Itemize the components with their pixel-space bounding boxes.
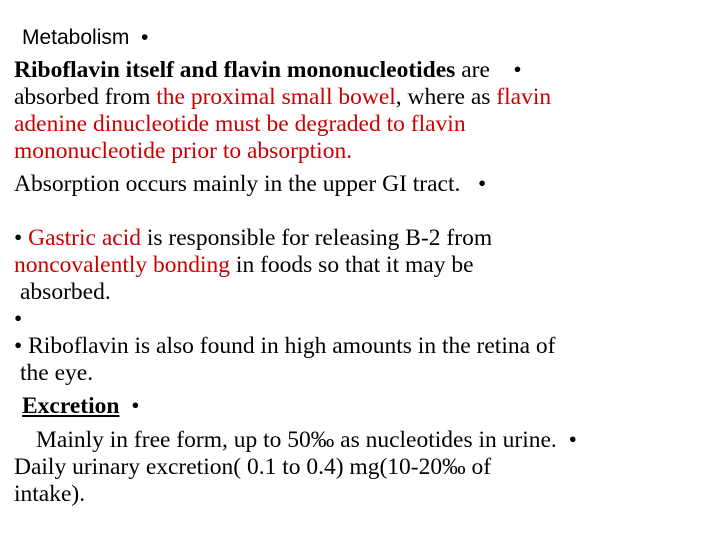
metabolism-heading xyxy=(22,24,148,51)
riboflavin-bold-text: Riboflavin itself and flavin mononucleotides xyxy=(14,57,456,83)
bullet: • xyxy=(141,26,149,49)
metabolism-line-2-mid: , where as xyxy=(395,84,497,110)
gastric-line-2 xyxy=(14,252,474,279)
excretion-heading xyxy=(22,393,139,420)
excretion-line-2: Daily urinary excretion( 0.1 to 0.4) mg(10-20‰ of xyxy=(14,454,492,480)
gastric-line-1 xyxy=(14,225,492,252)
gastric-line-3: absorbed. xyxy=(20,279,111,305)
excretion-heading-text: Excretion xyxy=(22,393,120,419)
bullet: • xyxy=(14,333,23,359)
bullet: • xyxy=(568,427,577,453)
empty-bullet: • xyxy=(14,306,23,332)
metabolism-line-5 xyxy=(14,171,486,198)
gastric-line-1-rest: is responsible for releasing B-2 from xyxy=(141,225,493,251)
metabolism-line-2-start: absorbed from xyxy=(14,84,157,110)
flavin-text: flavin xyxy=(496,84,552,110)
metabolism-line-3: adenine dinucleotide must be degraded to flavin xyxy=(14,111,466,137)
excretion-line-1 xyxy=(36,427,577,454)
retina-line-1 xyxy=(14,333,555,360)
noncovalently-bonding-text: noncovalently bonding xyxy=(14,252,231,278)
bullet: • xyxy=(478,171,487,197)
metabolism-line-1-rest: are xyxy=(455,57,490,83)
metabolism-line-1 xyxy=(14,57,522,84)
proximal-small-bowel-text: the proximal small bowel xyxy=(156,84,396,110)
absorption-text: Absorption occurs mainly in the upper GI tract. xyxy=(14,171,461,197)
metabolism-line-4: mononucleotide prior to absorption. xyxy=(14,138,353,164)
gastric-line-2-rest: in foods so that it may be xyxy=(230,252,474,278)
retina-text: Riboflavin is also found in high amounts in the retina of xyxy=(28,333,556,359)
metabolism-line-2 xyxy=(14,84,551,111)
bullet: • xyxy=(513,57,522,83)
gastric-acid-text: Gastric acid xyxy=(28,225,141,251)
bullet: • xyxy=(14,225,23,251)
metabolism-heading-text: Metabolism xyxy=(22,26,130,49)
bullet: • xyxy=(131,393,140,419)
excretion-line-3: intake). xyxy=(14,481,86,507)
retina-line-2: the eye. xyxy=(20,360,94,386)
excretion-text: Mainly in free form, up to 50‰ as nucleotides in urine. xyxy=(36,427,557,453)
